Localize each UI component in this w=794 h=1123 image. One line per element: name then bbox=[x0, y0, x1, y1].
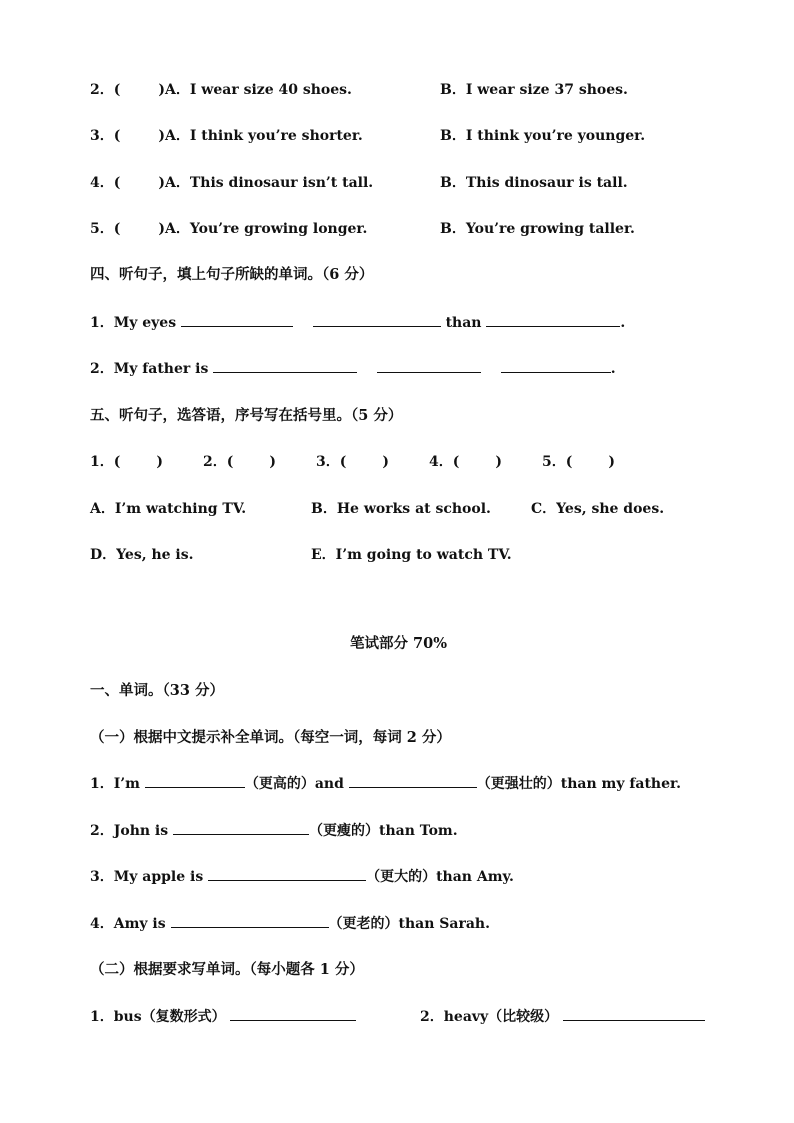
fill-question-2: 2．My father is . bbox=[90, 361, 616, 377]
question-5: 5．( )A．You’re growing longer. bbox=[90, 221, 368, 237]
answer-blank[interactable] bbox=[181, 314, 293, 327]
word-question-1: 1．I’m （更高的）and （更强壮的）than my father. bbox=[90, 776, 681, 792]
word-question-4: 4．Amy is （更老的）than Sarah. bbox=[90, 916, 490, 932]
answer-blank[interactable] bbox=[313, 314, 441, 327]
option-b: B．This dinosaur is tall. bbox=[440, 175, 628, 191]
option-b: B．I wear size 37 shoes. bbox=[440, 82, 628, 98]
option-e: E．I’m going to watch TV. bbox=[311, 547, 512, 563]
option-a: A．I think you’re shorter. bbox=[165, 128, 363, 144]
answer-blank[interactable] bbox=[208, 868, 366, 881]
question-2: 2．( )A．I wear size 40 shoes. bbox=[90, 82, 352, 98]
option-c: C．Yes, she does. bbox=[531, 501, 665, 517]
option-a: A．This dinosaur isn’t tall. bbox=[165, 175, 374, 191]
subsection-2-title: （二）根据要求写单词。（每小题各 1 分） bbox=[90, 961, 364, 978]
answer-slots: 1．( ) 2．( ) 3．( ) 4．( ) 5．( ) bbox=[90, 454, 615, 470]
answer-blank[interactable] bbox=[501, 360, 611, 373]
word-form-question-2: 2．heavy（比较级） bbox=[420, 1006, 705, 1026]
option-a: A．I’m watching TV. bbox=[90, 501, 247, 517]
answer-blank[interactable] bbox=[173, 822, 309, 835]
option-a: A．You’re growing longer. bbox=[165, 221, 368, 237]
answer-blank[interactable] bbox=[213, 360, 357, 373]
answer-blank[interactable] bbox=[145, 775, 245, 788]
answer-blank[interactable] bbox=[377, 360, 481, 373]
subsection-1-title: （一）根据中文提示补全单词。（每空一词，每词 2 分） bbox=[90, 729, 451, 746]
written-part-title: 笔试部分 70% bbox=[350, 635, 448, 652]
part-1-title: 一、单词。（33 分） bbox=[90, 682, 224, 699]
option-b: B．He works at school. bbox=[311, 501, 491, 517]
question-3: 3．( )A．I think you’re shorter. bbox=[90, 128, 363, 144]
option-a: A．I wear size 40 shoes. bbox=[165, 82, 352, 98]
answer-blank[interactable] bbox=[486, 314, 620, 327]
word-question-3: 3．My apple is （更大的）than Amy. bbox=[90, 869, 514, 885]
word-question-2: 2．John is （更瘦的）than Tom. bbox=[90, 823, 458, 839]
word-form-question-1: 1．bus（复数形式） bbox=[90, 1006, 356, 1026]
option-d: D．Yes, he is. bbox=[90, 547, 194, 563]
section-5-title: 五、听句子，选答语，序号写在括号里。（5 分） bbox=[90, 407, 403, 424]
answer-blank[interactable] bbox=[230, 1008, 356, 1021]
answer-blank[interactable] bbox=[171, 915, 329, 928]
answer-blank[interactable] bbox=[349, 775, 477, 788]
question-4: 4．( )A．This dinosaur isn’t tall. bbox=[90, 175, 374, 191]
answer-blank[interactable] bbox=[563, 1008, 705, 1021]
section-4-title: 四、听句子，填上句子所缺的单词。（6 分） bbox=[90, 266, 374, 283]
option-b: B．I think you’re younger. bbox=[440, 128, 646, 144]
fill-question-1: 1．My eyes than . bbox=[90, 315, 626, 331]
option-b: B．You’re growing taller. bbox=[440, 221, 635, 237]
